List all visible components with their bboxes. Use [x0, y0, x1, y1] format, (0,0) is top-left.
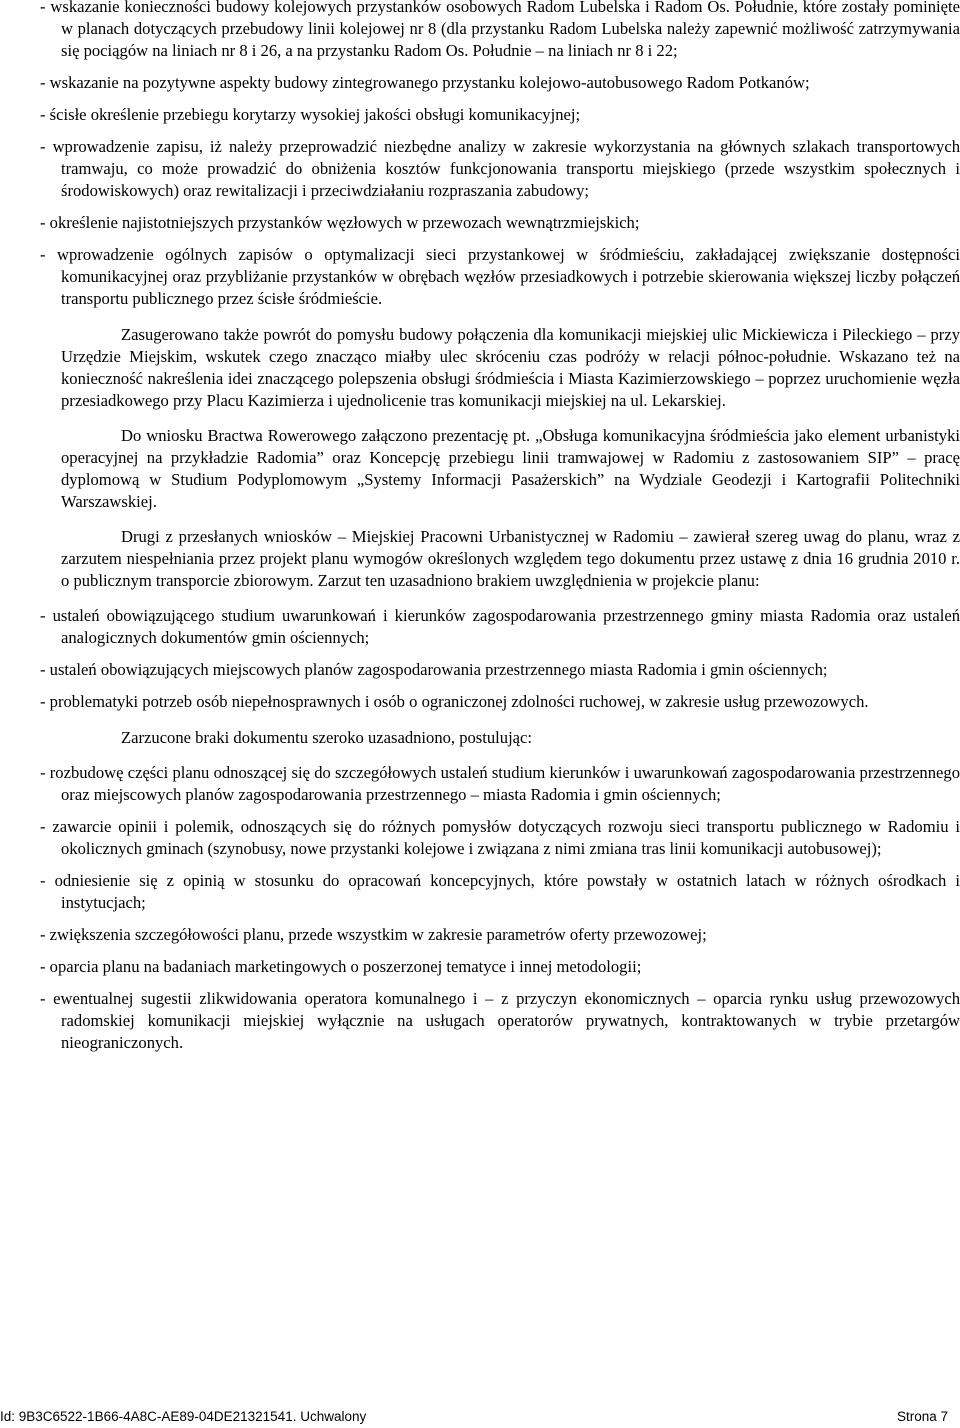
- list-item-text: - określenie najistotniejszych przystanków węzłowych w przewozach wewnątrzmiejskich;: [40, 213, 640, 232]
- list-item: [40, 988, 960, 1054]
- page-footer: [0, 1408, 948, 1426]
- list-item: [40, 762, 960, 806]
- list-item-text: - rozbudowę części planu odnoszącej się do szczegółowych ustaleń studium kierunków i uwarunkowań zagospodarowania przestrzennego oraz miejscowych planów zagospodarowania przestrzennego – miasta Radomia i gmin ościennych;: [40, 763, 960, 804]
- document-page: [40, 0, 960, 1064]
- list-item-text: - wprowadzenie zapisu, iż należy przeprowadzić niezbędne analizy w zakresie wykorzystania na głównych szlakach transportowych tramwaju, co może prowadzić do obniżenia kosztów funkcjonowania transportu miejskiego (przede wszystkim społecznych i środowiskowych) oraz rewitalizacji i przeciwdziałaniu rozpraszania zabudowy;: [40, 137, 960, 200]
- body-paragraph: Drugi z przesłanych wniosków – Miejskiej Pracowni Urbanistycznej w Radomiu – zawierał szereg uwag do planu, wraz z zarzutem niespełniania przez projekt planu wymogów określonych względem tego dokumentu przez ustawę z dnia 16 grudnia 2010 r. o publicznym transporcie zbiorowym. Zarzut ten uzasadniono brakiem uwzględnienia w projekcie planu:: [61, 527, 960, 590]
- list-item-text: - ścisłe określenie przebiegu korytarzy wysokiej jakości obsługi komunikacyjnej;: [40, 105, 581, 124]
- list-item: [40, 72, 960, 94]
- page-number: Strona 7: [896, 1409, 948, 1424]
- list-item-text: - oparcia planu na badaniach marketingowych o poszerzonej tematyce i innej metodologii;: [40, 957, 642, 976]
- list-item-text: - wskazanie konieczności budowy kolejowych przystanków osobowych Radom Lubelska i Radom Os. Południe, które zostały pominięte w planach dotyczących przebudowy linii kolejowej nr 8 (dla przystanku Radom Lubelska należy zapewnić możliwość zatrzymywania się pociągów na liniach nr 8 i 26, a na przystanku Radom Os. Południe – na liniach nr 8 i 22;: [40, 0, 960, 60]
- list-item: [40, 691, 960, 713]
- list-item-text: - wskazanie na pozytywne aspekty budowy zintegrowanego przystanku kolejowo-autobusowego Radom Potkanów;: [40, 73, 810, 92]
- list-item: [40, 956, 960, 978]
- list-item: [40, 605, 960, 649]
- list-item-text: - zwiększenia szczegółowości planu, przede wszystkim w zakresie parametrów oferty przewozowej;: [40, 925, 707, 944]
- body-paragraph: Do wniosku Bractwa Rowerowego załączono prezentację pt. „Obsługa komunikacyjna śródmieścia jako element urbanistyki operacyjnej na przykładzie Radomia” oraz Koncepcję przebiegu linii tramwajowej w Radomiu z zastosowaniem SIP” – pracę dyplomową w Studium Podyplomowym „Systemy Informacji Pasażerskich” na Wydziale Geodezji i Kartografii Politechniki Warszawskiej.: [61, 426, 960, 511]
- list-item-text: - odniesienie się z opinią w stosunku do opracowań koncepcyjnych, które powstały w ostatnich latach w różnych ośrodkach i instytucjach;: [40, 871, 960, 912]
- list-item: [40, 816, 960, 860]
- body-paragraph: Zasugerowano także powrót do pomysłu budowy połączenia dla komunikacji miejskiej ulic Mickiewicza i Pileckiego – przy Urzędzie Miejskim, wskutek czego znacząco miałby ulec skróceniu czas podróży w relacji północ-południe. Wskazano też na konieczność nakreślenia idei znaczącego polepszenia obsługi śródmieścia i Miasta Kazimierzowskiego – poprzez uruchomienie węzła przesiadkowego przy Placu Kazimierza i ujednolicenie tras komunikacji miejskiej na ul. Lekarskiej.: [61, 325, 960, 410]
- list-item-text: - ewentualnej sugestii zlikwidowania operatora komunalnego i – z przyczyn ekonomicznych – oparcia rynku usług przewozowych radomskiej komunikacji miejskiej wyłącznie na usługach operatorów prywatnych, kontraktowanych w trybie przetargów nieograniczonych.: [40, 989, 960, 1052]
- list-item-text: - ustaleń obowiązujących miejscowych planów zagospodarowania przestrzennego miasta Radomia i gmin ościennych;: [40, 660, 828, 679]
- list-item: [40, 0, 960, 62]
- list-item: [40, 870, 960, 914]
- list-item: [40, 924, 960, 946]
- body-paragraph: Zarzucone braki dokumentu szeroko uzasadniono, postulując:: [121, 728, 533, 747]
- document-id: Id: 9B3C6522-1B66-4A8C-AE89-04DE21321541. Uchwalony: [0, 1409, 367, 1424]
- list-item: [40, 659, 960, 681]
- list-item: [40, 136, 960, 202]
- list-item-text: - ustaleń obowiązującego studium uwarunkowań i kierunków zagospodarowania przestrzennego gminy miasta Radomia oraz ustaleń analogicznych dokumentów gmin ościennych;: [40, 606, 960, 647]
- list-item-text: - zawarcie opinii i polemik, odnoszących się do różnych pomysłów dotyczących rozwoju sieci transportu publicznego w Radomiu i okolicznych gminach (szynobusy, nowe przystanki kolejowe i związana z nimi zmiana tras linii komunikacji autobusowej);: [40, 817, 960, 858]
- list-item: [40, 212, 960, 234]
- list-item-text: - problematyki potrzeb osób niepełnosprawnych i osób o ograniczonej zdolności ruchowej, w zakresie usług przewozowych.: [40, 692, 869, 711]
- list-item: [40, 104, 960, 126]
- list-item: [40, 244, 960, 310]
- list-item-text: - wprowadzenie ogólnych zapisów o optymalizacji sieci przystankowej w śródmieściu, zakładającej zwiększanie dostępności komunikacyjnej oraz przybliżanie przystanków w obrębach węzłów przesiadkowych i potrzebie skierowania większej liczby połączeń transportu publicznego przez ścisłe śródmieście.: [40, 245, 960, 308]
